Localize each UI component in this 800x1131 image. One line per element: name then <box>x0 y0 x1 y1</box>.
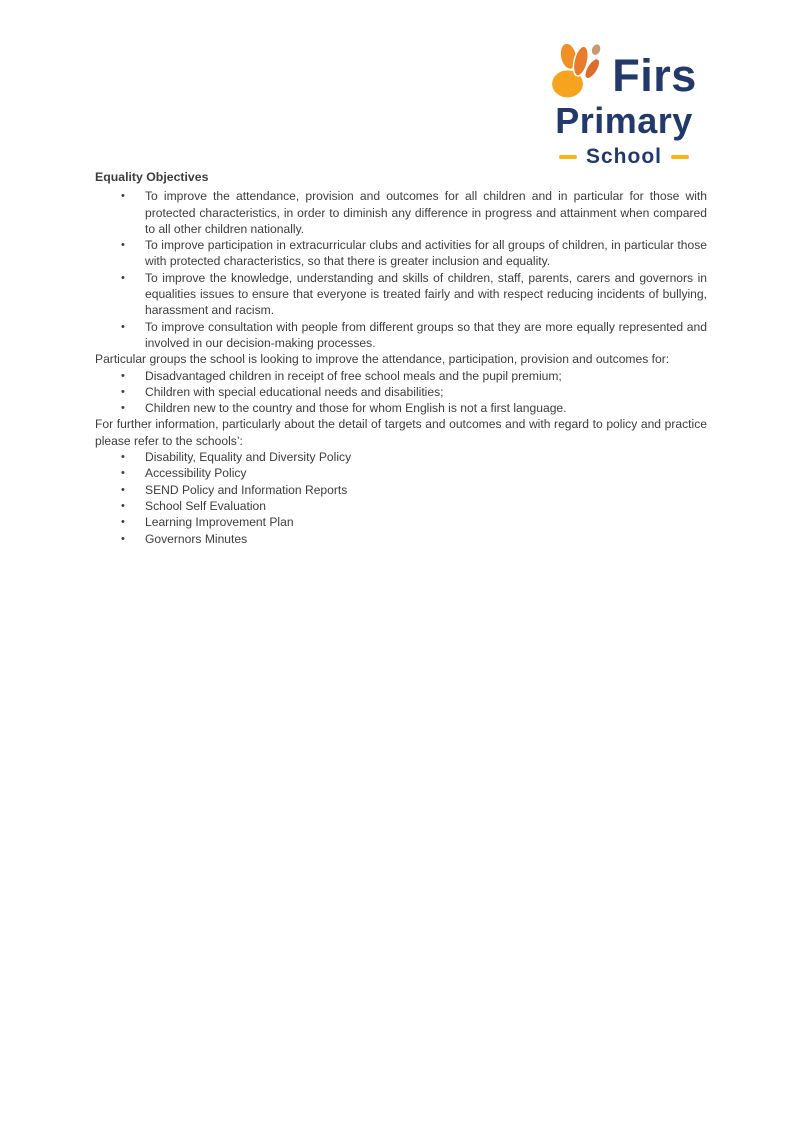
bullet-item: • To improve the attendance, provision and outcomes for all children and in particular for those with protected characteristics, in order to diminish any difference in progress and attainment when compared to all other children nationally. <box>95 188 707 237</box>
policies-list <box>95 449 707 547</box>
further-info-paragraph: For further information, particularly about the detail of targets and outcomes and with regard to policy and practice please refer to the schools’: <box>95 417 707 448</box>
bullet-item: • To improve consultation with people from different groups so that they are more equally represented and involved in our decision-making processes. <box>95 319 707 352</box>
bullet-item: • To improve participation in extracurricular clubs and activities for all groups of children, in particular those with protected characteristics, so that there is greater inclusion and equality. <box>95 237 707 270</box>
page-title: Equality Objectives <box>95 170 209 184</box>
logo-primary: Primary <box>555 100 693 141</box>
bullet-item: • SEND Policy and Information Reports <box>95 482 707 498</box>
bullet-item: • Children with special educational needs and disabilities; <box>95 384 707 400</box>
bullet-item: • Disadvantaged children in receipt of free school meals and the pupil premium; <box>95 368 707 384</box>
groups-intro-paragraph: Particular groups the school is looking to improve the attendance, participation, provision and outcomes for: <box>95 352 670 367</box>
logo-name: Firs <box>612 50 697 101</box>
bullet-item: • School Self Evaluation <box>95 498 707 514</box>
logo-school: School <box>585 145 662 168</box>
bullet-item: • To improve the knowledge, understanding and skills of children, staff, parents, carers and governors in equalities issues to ensure that everyone is treated fairly and with respect reducing incidents of bullying, harassment and racism. <box>95 270 707 319</box>
gold-dash-left <box>559 155 577 159</box>
school-logo <box>546 42 702 168</box>
groups-list <box>95 368 707 417</box>
bullet-item: • Accessibility Policy <box>95 465 707 481</box>
objectives-list <box>95 188 707 351</box>
bullet-item: • Disability, Equality and Diversity Policy <box>95 449 707 465</box>
flower-petals-icon <box>551 42 605 101</box>
bullet-item: • Governors Minutes <box>95 531 707 547</box>
logo-top-row <box>551 42 697 101</box>
gold-dash-right <box>671 155 689 159</box>
bullet-item: • Learning Improvement Plan <box>95 514 707 530</box>
logo-school-row <box>559 146 689 168</box>
bullet-item: • Children new to the country and those for whom English is not a first language. <box>95 400 707 416</box>
document-body <box>95 169 707 547</box>
